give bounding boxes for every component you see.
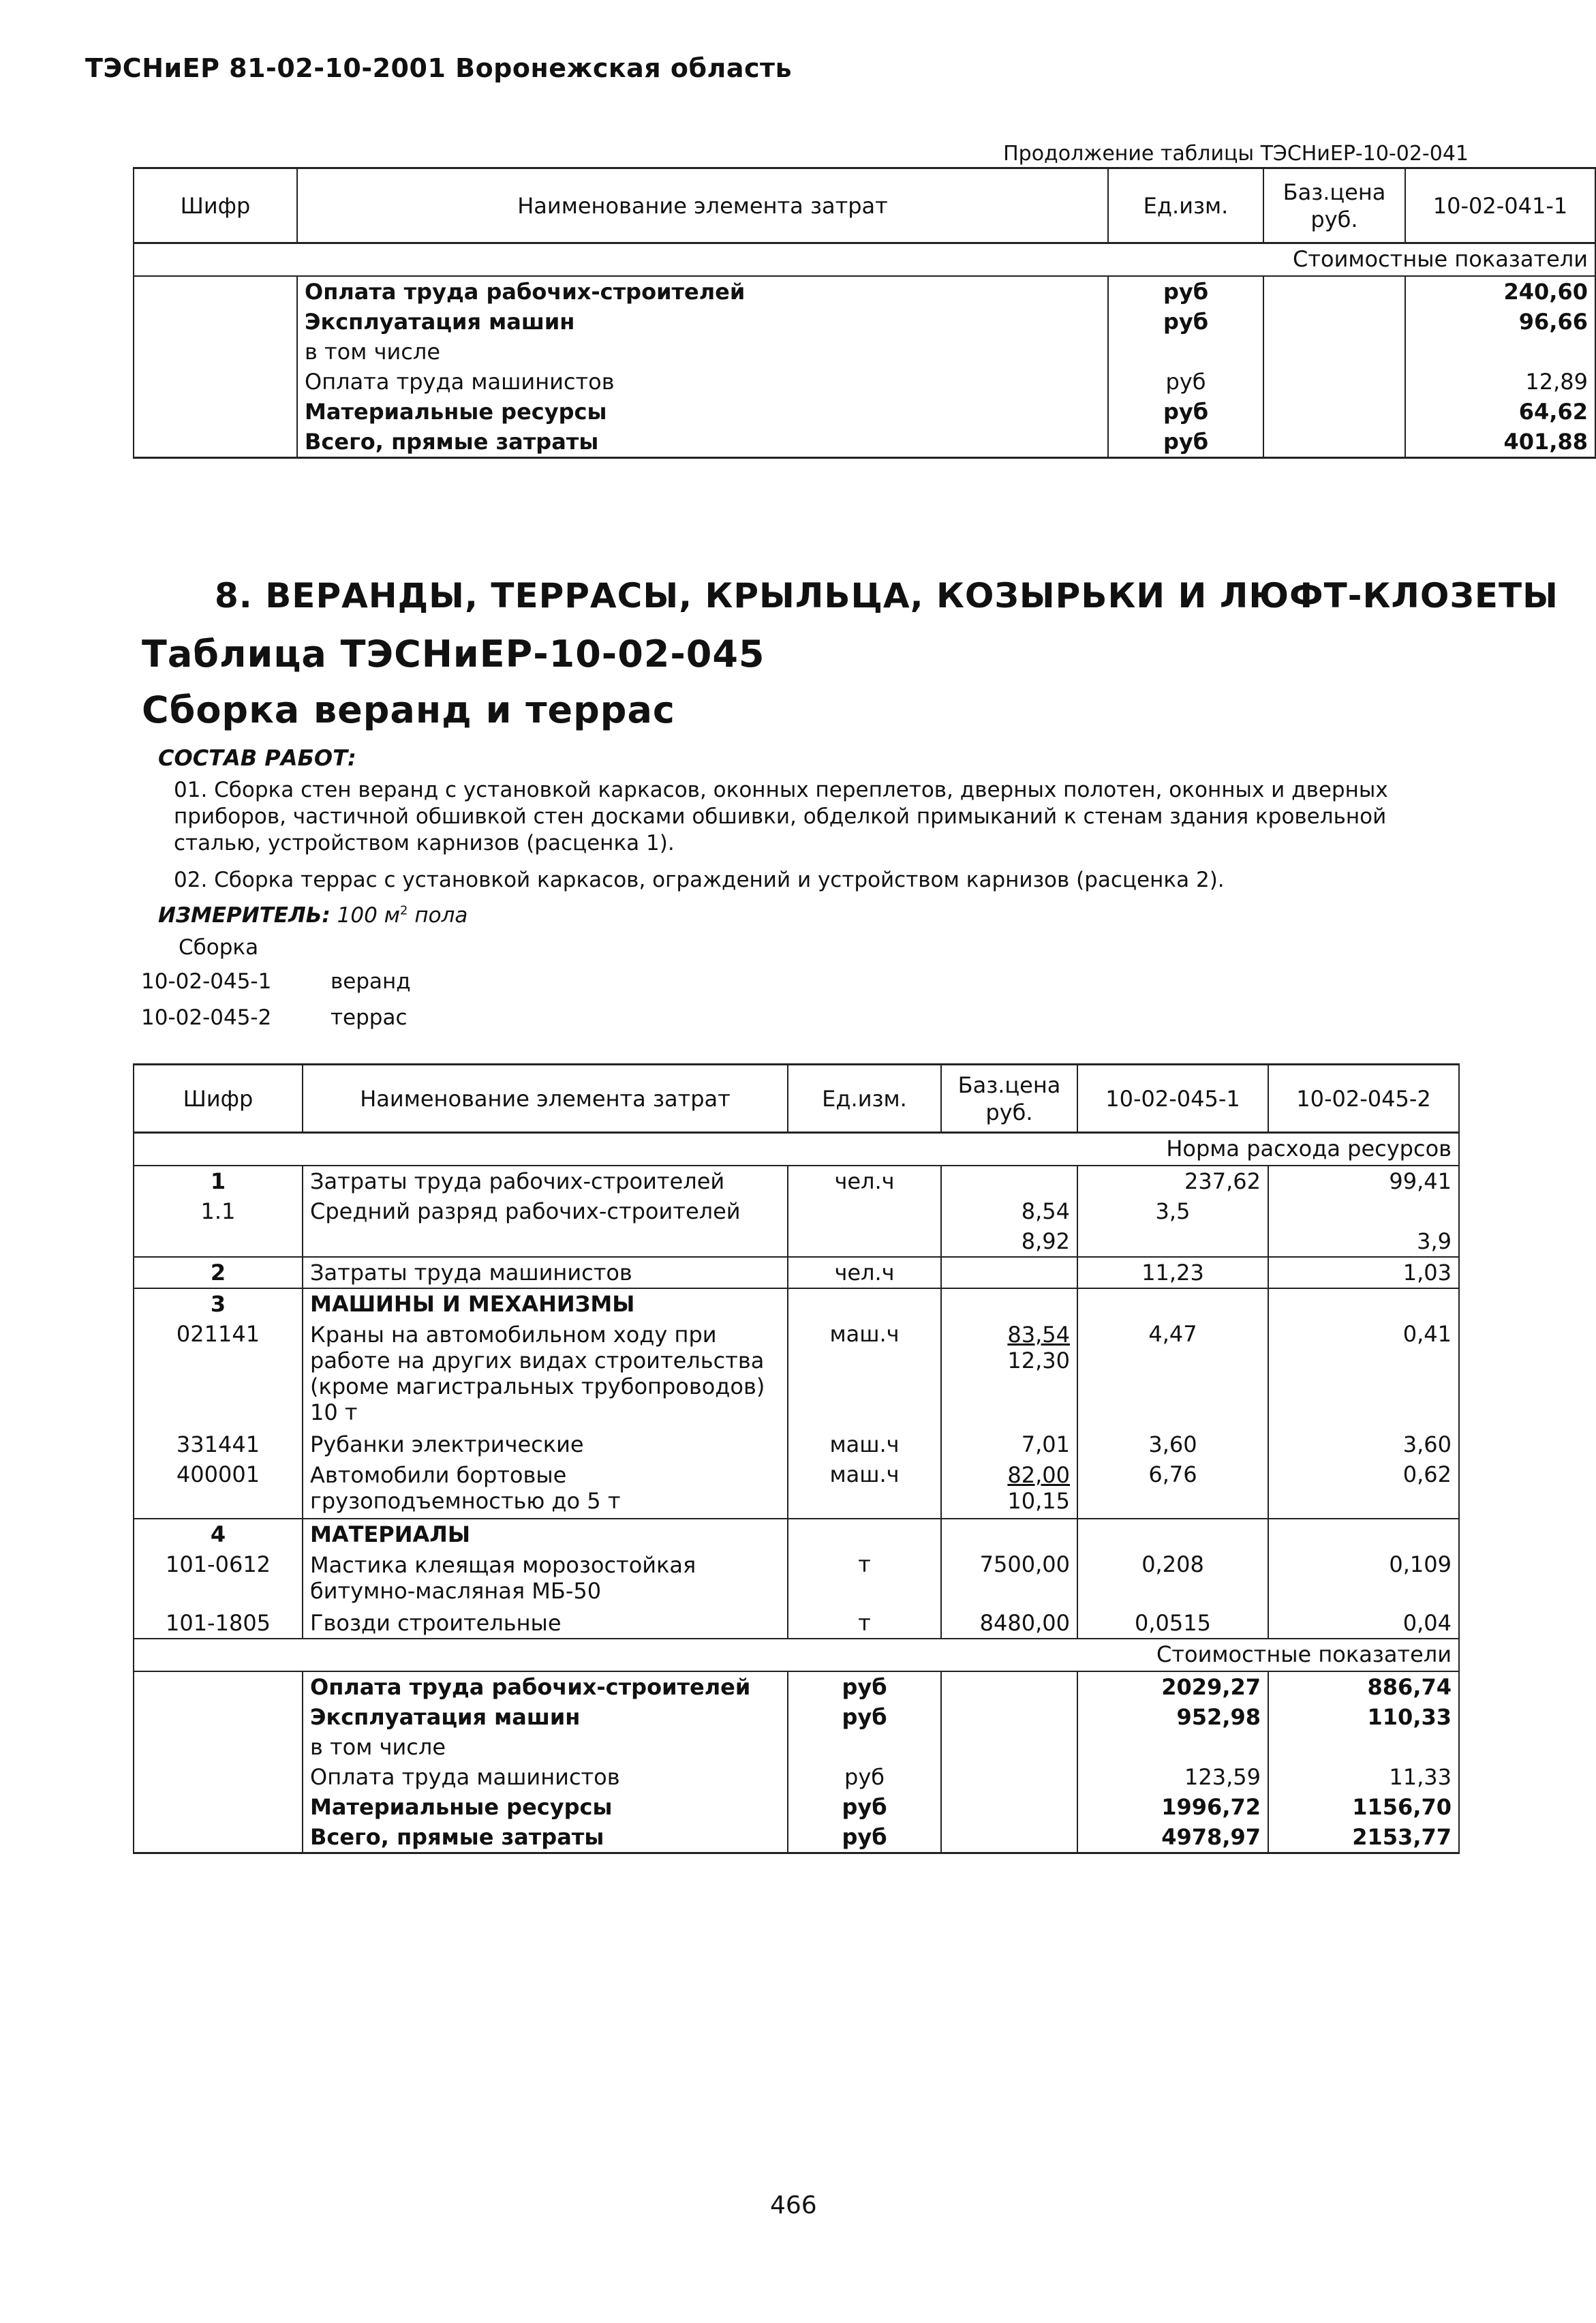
row-name: МАТЕРИАЛЫ	[303, 1519, 788, 1549]
table-row	[134, 307, 1595, 337]
row-code: 3	[134, 1288, 303, 1319]
meter-value: 100 м	[337, 903, 401, 928]
band-cost-label: Стоимостные показатели	[134, 243, 1595, 276]
cost-value-1: 1996,72	[1077, 1792, 1268, 1822]
work-item: 02. Сборка террас с установкой каркасов, ограждений и устройством карнизов (расценка 2).	[174, 868, 1225, 892]
row-price	[941, 1257, 1077, 1288]
row-value-2: 0,04	[1268, 1608, 1459, 1639]
cost-name: Оплата труда машинистов	[297, 367, 1108, 397]
col-header-rate: 10-02-041-1	[1405, 168, 1595, 243]
cost-name: Оплата труда машинистов	[303, 1762, 788, 1792]
meter-suffix: пола	[408, 903, 468, 928]
row-code: 2	[134, 1257, 303, 1288]
table-row	[134, 367, 1595, 397]
table-row	[134, 1702, 1459, 1732]
table-row	[134, 1671, 1459, 1702]
row-unit: т	[788, 1608, 941, 1639]
row-value-2: 0,41	[1268, 1319, 1459, 1429]
cost-value-2: 886,74	[1268, 1671, 1459, 1702]
table-row	[134, 1166, 1459, 1196]
cost-value: 401,88	[1405, 427, 1595, 458]
table-row	[134, 1762, 1459, 1792]
row-price: 83,54	[1007, 1321, 1070, 1348]
row-name: Гвозди строительные	[303, 1608, 788, 1639]
rate-code: 10-02-045-1	[141, 969, 272, 994]
cost-name: Материальные ресурсы	[303, 1792, 788, 1822]
cost-name: Материальные ресурсы	[297, 397, 1108, 427]
document-header: ТЭСНиЕР 81-02-10-2001 Воронежская область	[85, 53, 793, 83]
col-header-price: Баз.цена руб.	[1263, 168, 1405, 243]
cost-value-2: 1156,70	[1268, 1792, 1459, 1822]
row-value-2: 0,109	[1268, 1549, 1459, 1608]
cost-value-1: 2029,27	[1077, 1671, 1268, 1702]
band-row	[134, 1639, 1459, 1671]
cost-name: Всего, прямые затраты	[303, 1822, 788, 1853]
row-value-2: 99,41	[1268, 1166, 1459, 1196]
cost-value-1: 4978,97	[1077, 1822, 1268, 1853]
row-price: 7,01	[941, 1429, 1077, 1459]
table-row	[134, 1459, 1459, 1519]
row-value-1: 3,60	[1077, 1429, 1268, 1459]
row-name: Затраты труда машинистов	[303, 1257, 788, 1288]
table-header-row	[134, 1065, 1459, 1133]
row-value-2: 1,03	[1268, 1257, 1459, 1288]
cost-name: в том числе	[297, 337, 1108, 367]
row-price: 8480,00	[941, 1608, 1077, 1639]
row-code: 4	[134, 1519, 303, 1549]
table-row	[134, 337, 1595, 367]
group-label: Сборка	[179, 935, 259, 960]
cost-value: 64,62	[1405, 397, 1595, 427]
work-item: 01. Сборка стен веранд с установкой каркасов, оконных переплетов, дверных полотен, оконных и дверных приборов, частичной обшивкой стен досками обшивки, обделкой примыканий к стенам здания кровельной сталью, устройством карнизов (расценка 1).	[174, 778, 1388, 855]
row-price-secondary: 10,15	[1007, 1487, 1070, 1514]
cost-unit: руб	[1108, 397, 1263, 427]
cost-unit: руб	[788, 1671, 941, 1702]
row-unit: чел.ч	[788, 1257, 941, 1288]
resources-table	[133, 1063, 1460, 1854]
row-value-2: 0,62	[1268, 1459, 1459, 1519]
row-value-2: 3,9	[1268, 1226, 1459, 1257]
row-name: МАШИНЫ И МЕХАНИЗМЫ	[303, 1288, 788, 1319]
col-header-price: Баз.цена руб.	[941, 1065, 1077, 1133]
row-value-2	[1268, 1196, 1459, 1226]
row-name: Автомобили бортовые грузоподъемностью до 5 т	[303, 1459, 788, 1519]
cost-value-2: 11,33	[1268, 1762, 1459, 1792]
table-row	[134, 397, 1595, 427]
cost-unit: руб	[788, 1822, 941, 1853]
cost-value-1: 123,59	[1077, 1762, 1268, 1792]
table-header-row	[134, 168, 1595, 243]
row-unit: чел.ч	[788, 1166, 941, 1196]
table-row	[134, 1288, 1459, 1319]
row-code: 101-1805	[134, 1608, 303, 1639]
cost-name: в том числе	[303, 1732, 788, 1762]
row-code: 101-0612	[134, 1549, 303, 1608]
table-row	[134, 1822, 1459, 1853]
row-price: 8,54	[941, 1196, 1077, 1226]
row-price	[941, 1166, 1077, 1196]
row-code: 400001	[134, 1459, 303, 1519]
row-name: Мастика клеящая морозостойкая битумно-масляная МБ-50	[303, 1549, 788, 1608]
band-norm-label: Норма расхода ресурсов	[134, 1133, 1459, 1166]
cost-value-2: 2153,77	[1268, 1822, 1459, 1853]
col-header-unit: Ед.изм.	[788, 1065, 941, 1133]
row-price: 82,00	[1007, 1461, 1070, 1488]
section-title: 8. ВЕРАНДЫ, ТЕРРАСЫ, КРЫЛЬЦА, КОЗЫРЬКИ И ЛЮФТ-КЛОЗЕТЫ	[215, 576, 1559, 616]
band-cost-label: Стоимостные показатели	[134, 1639, 1459, 1671]
cost-value: 12,89	[1405, 367, 1595, 397]
row-value-1: 237,62	[1077, 1166, 1268, 1196]
row-unit: маш.ч	[788, 1459, 941, 1519]
row-name: Краны на автомобильном ходу при работе на других видах строительства (кроме магистральных трубопроводов) 10 т	[303, 1319, 788, 1429]
cost-value: 96,66	[1405, 307, 1595, 337]
cost-unit: руб	[1108, 276, 1263, 307]
table-row	[134, 1549, 1459, 1608]
band-row	[134, 243, 1595, 276]
col-header-rate-2: 10-02-045-2	[1268, 1065, 1459, 1133]
row-value-1: 11,23	[1077, 1257, 1268, 1288]
row-code: 1.1	[134, 1196, 303, 1226]
continuation-table	[133, 167, 1596, 459]
meter-label: ИЗМЕРИТЕЛЬ:	[158, 903, 331, 928]
table-subtitle: Сборка веранд и террас	[142, 688, 675, 731]
cost-name: Оплата труда рабочих-строителей	[297, 276, 1108, 307]
table-row	[134, 1792, 1459, 1822]
rate-name: террас	[331, 1005, 408, 1030]
cost-unit: руб	[788, 1702, 941, 1732]
row-value-1: 0,208	[1077, 1549, 1268, 1608]
row-value-1: 3,5	[1077, 1196, 1268, 1226]
cost-value: 240,60	[1405, 276, 1595, 307]
meter-line	[158, 903, 467, 928]
cost-name: Эксплуатация машин	[297, 307, 1108, 337]
table-row	[134, 1608, 1459, 1639]
row-name: Средний разряд рабочих-строителей	[303, 1196, 788, 1226]
row-value-1	[1077, 1226, 1268, 1257]
cost-name: Оплата труда рабочих-строителей	[303, 1671, 788, 1702]
row-value-2: 3,60	[1268, 1429, 1459, 1459]
table-row	[134, 276, 1595, 307]
cost-unit: руб	[1108, 427, 1263, 458]
row-unit: маш.ч	[788, 1319, 941, 1429]
cost-unit: руб	[788, 1792, 941, 1822]
table-row	[134, 1732, 1459, 1762]
cost-value-1: 952,98	[1077, 1702, 1268, 1732]
cost-value-2: 110,33	[1268, 1702, 1459, 1732]
col-header-rate-1: 10-02-045-1	[1077, 1065, 1268, 1133]
table-row	[134, 427, 1595, 458]
row-code: 1	[134, 1166, 303, 1196]
row-value-1: 4,47	[1077, 1319, 1268, 1429]
col-header-code: Шифр	[134, 1065, 303, 1133]
page-number: 466	[770, 2191, 817, 2219]
row-code: 021141	[134, 1319, 303, 1429]
col-header-unit: Ед.изм.	[1108, 168, 1263, 243]
cost-unit: руб	[1108, 307, 1263, 337]
col-header-code: Шифр	[134, 168, 297, 243]
table-row	[134, 1257, 1459, 1288]
row-value-1: 0,0515	[1077, 1608, 1268, 1639]
works-label: СОСТАВ РАБОТ:	[158, 745, 356, 771]
cost-unit: руб	[788, 1762, 941, 1792]
row-code: 331441	[134, 1429, 303, 1459]
cost-name: Всего, прямые затраты	[297, 427, 1108, 458]
rate-code: 10-02-045-2	[141, 1005, 272, 1030]
cost-name: Эксплуатация машин	[303, 1702, 788, 1732]
table-row	[134, 1226, 1459, 1257]
row-price: 7500,00	[941, 1549, 1077, 1608]
cost-unit: руб	[1108, 367, 1263, 397]
table-row	[134, 1196, 1459, 1226]
row-price: 8,92	[941, 1226, 1077, 1257]
meter-exponent: 2	[400, 903, 408, 918]
row-unit	[788, 1196, 941, 1226]
band-row	[134, 1133, 1459, 1166]
table-row	[134, 1429, 1459, 1459]
continuation-caption: Продолжение таблицы ТЭСНиЕР-10-02-041	[1003, 142, 1469, 166]
row-value-1: 6,76	[1077, 1459, 1268, 1519]
col-header-name: Наименование элемента затрат	[297, 168, 1108, 243]
table-row	[134, 1519, 1459, 1549]
rate-name: веранд	[331, 969, 411, 994]
row-name: Рубанки электрические	[303, 1429, 788, 1459]
col-header-name: Наименование элемента затрат	[303, 1065, 788, 1133]
row-price-secondary: 12,30	[1007, 1347, 1070, 1373]
row-unit: т	[788, 1549, 941, 1608]
table-title: Таблица ТЭСНиЕР-10-02-045	[142, 633, 765, 675]
row-unit: маш.ч	[788, 1429, 941, 1459]
table-row	[134, 1319, 1459, 1429]
row-name: Затраты труда рабочих-строителей	[303, 1166, 788, 1196]
